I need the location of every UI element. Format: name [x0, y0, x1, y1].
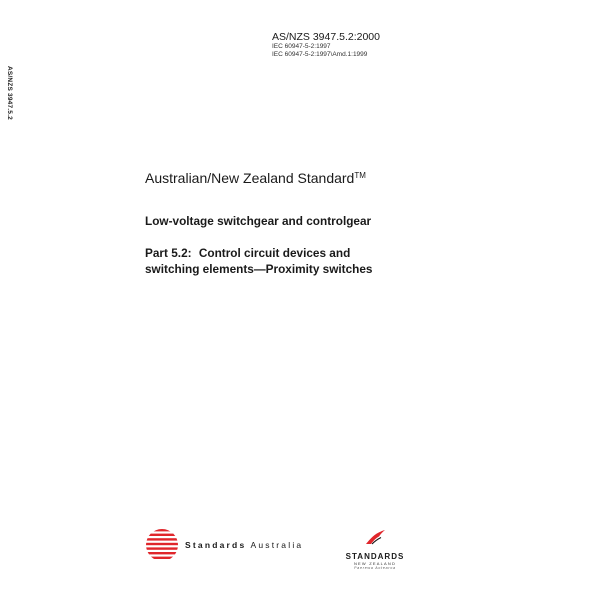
- part-number: Part 5.2:: [145, 246, 192, 260]
- iec-reference-amendment: IEC 60947-5-2:1997\Amd.1:1999: [272, 51, 368, 58]
- standards-australia-word2: Australia: [250, 540, 304, 550]
- standard-type-text: Australian/New Zealand Standard: [145, 170, 355, 186]
- standards-nz-emblem-icon: [362, 528, 388, 546]
- part-title-text-1: Control circuit devices and: [198, 246, 351, 260]
- standards-nz-name: STANDARDS: [345, 552, 405, 561]
- standard-type-heading: [145, 170, 366, 186]
- standards-australia-wordmark: [185, 540, 303, 550]
- standard-number: AS/NZS 3947.5.2:2000: [272, 31, 380, 43]
- standards-australia-emblem-icon: [145, 528, 179, 562]
- standards-australia-word1: Standards: [185, 540, 247, 550]
- standard-reference-block: [272, 31, 380, 59]
- standards-nz-tagline: Paerewa Aotearoa: [354, 566, 396, 570]
- document-title: Low-voltage switchgear and controlgear: [145, 214, 372, 228]
- trademark-mark: TM: [354, 171, 366, 180]
- side-standard-label: AS/NZS 3947.5.2: [6, 66, 13, 120]
- part-title-line-2: switching elements—Proximity switches: [145, 262, 373, 276]
- standards-new-zealand-logo: [340, 528, 410, 571]
- part-title: [145, 245, 373, 277]
- standards-nz-sub: NEW ZEALAND: [353, 561, 397, 566]
- standards-australia-logo: [145, 528, 303, 562]
- iec-reference: IEC 60947-5-2:1997: [272, 43, 331, 50]
- part-title-line-1: [145, 245, 373, 261]
